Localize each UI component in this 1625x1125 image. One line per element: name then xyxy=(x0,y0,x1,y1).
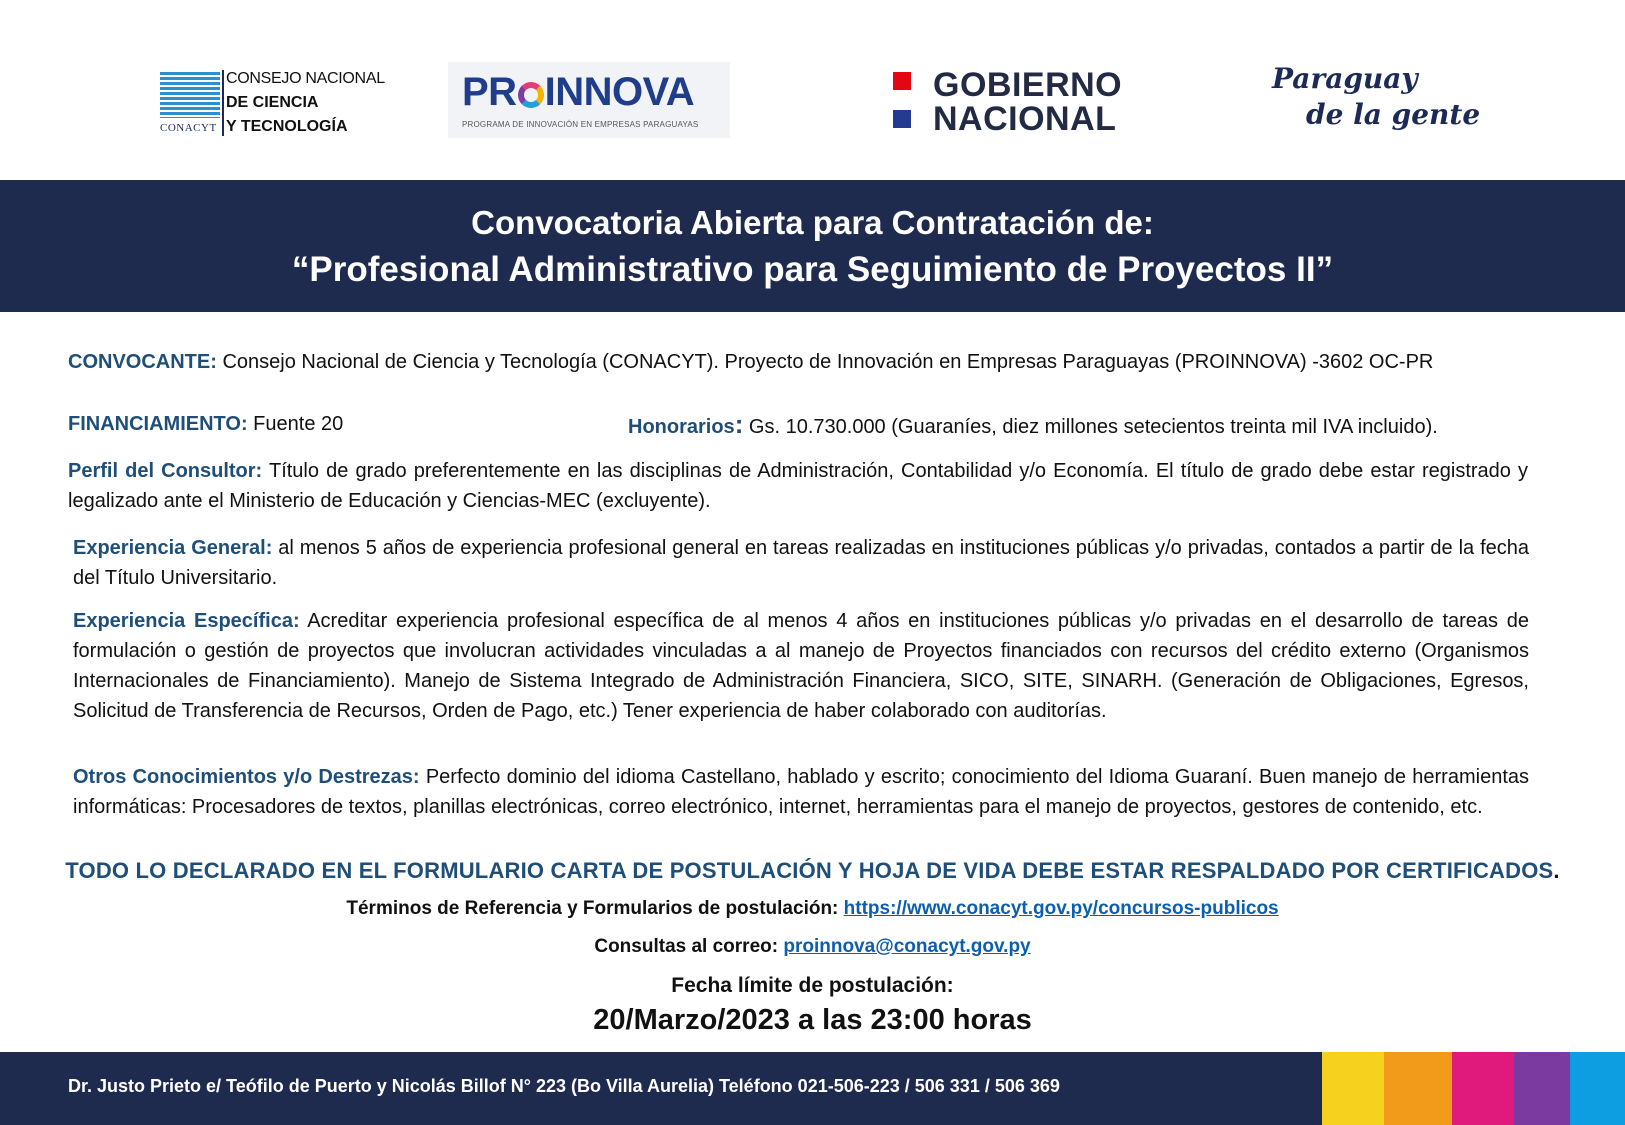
perfil-text: Título de grado preferentemente en las disciplinas de Administración, Contabilidad y/o Economía. El título de grado debe estar registrado y legalizado ante el Ministerio de Educación y Ciencias-MEC (excluyente). xyxy=(68,460,1529,512)
gobierno-line2: NACIONAL xyxy=(933,100,1117,138)
financiamiento-section xyxy=(68,409,343,439)
otros-label: Otros Conocimientos y/o Destrezas: xyxy=(73,766,420,788)
experiencia-general-section xyxy=(73,533,1529,593)
experiencia-especifica-label: Experiencia Específica: xyxy=(73,610,300,632)
proinnova-subtitle: PROGRAMA DE INNOVACIÓN EN EMPRESAS PARAGUAYAS xyxy=(462,120,699,129)
deadline-label: Fecha límite de postulación: xyxy=(671,974,954,997)
color-stripe-purple xyxy=(1514,1052,1570,1125)
financiamiento-label: FINANCIAMIENTO: xyxy=(68,413,248,435)
footer xyxy=(0,1052,1625,1125)
color-stripe-blue xyxy=(1570,1052,1625,1125)
notice-text: TODO LO DECLARADO EN EL FORMULARIO CARTA DE POSTULACIÓN Y HOJA DE VIDA DEBE ESTAR RESPALDADO POR CERTIFICADOS xyxy=(65,858,1554,883)
consultas-email-link[interactable]: proinnova@conacyt.gov.py xyxy=(783,936,1031,957)
proinnova-wordmark xyxy=(462,70,694,115)
paraguay-line1: Paraguay xyxy=(1272,62,1418,95)
blue-square-icon xyxy=(893,110,911,128)
color-stripe-yellow xyxy=(1322,1052,1384,1125)
conacyt-line3: Y TECNOLOGÍA xyxy=(226,118,348,135)
otros-text: Perfecto dominio del idioma Castellano, hablado y escrito; conocimiento del Idioma Guaraní. Buen manejo de herramientas informáticas: Procesadores de textos, planillas electrónicas, correo electrónico, internet, herramientas para el manejo de proyectos, gestores de contenido, etc. xyxy=(73,766,1529,818)
notice-end: . xyxy=(1553,858,1560,883)
certificados-notice xyxy=(0,858,1625,884)
title-line1: Convocatoria Abierta para Contratación de: xyxy=(471,204,1154,241)
terminos-label: Términos de Referencia y Formularios de postulación: xyxy=(346,898,839,919)
honorarios-label: Honorarios xyxy=(628,416,735,438)
honorarios-text: Gs. 10.730.000 (Guaraníes, diez millones setecientos treinta mil IVA incluido). xyxy=(743,416,1438,438)
conacyt-line1: CONSEJO NACIONAL xyxy=(226,70,385,87)
consultas-label: Consultas al correo: xyxy=(594,936,779,957)
perfil-section xyxy=(68,456,1528,516)
paraguay-de-la-gente-logo xyxy=(1272,62,1481,142)
honorarios-colon: : xyxy=(734,409,744,439)
footer-address: Dr. Justo Prieto e/ Teófilo de Puerto y Nicolás Billof N° 223 (Bo Villa Aurelia) Teléfono 021-506-223 / 506 331 / 506 369 xyxy=(68,1076,1060,1096)
red-square-icon xyxy=(893,72,911,90)
color-stripe-orange xyxy=(1384,1052,1452,1125)
proinnova-logo xyxy=(448,62,730,138)
conacyt-line2: DE CIENCIA xyxy=(226,94,319,111)
deadline-value: 20/Marzo/2023 a las 23:00 horas xyxy=(593,1004,1032,1036)
convocante-section xyxy=(68,347,1433,377)
conacyt-divider xyxy=(222,70,224,136)
conacyt-mark-text: CONACYT xyxy=(160,122,217,134)
conacyt-logo xyxy=(160,70,400,140)
title-line2: “Profesional Administrativo para Seguimiento de Proyectos II” xyxy=(291,250,1334,289)
experiencia-general-text: al menos 5 años de experiencia profesional general en tareas realizadas en instituciones públicas y/o privadas, contados a partir de la fecha del Título Universitario. xyxy=(73,537,1529,589)
honorarios-section xyxy=(628,409,1438,442)
header-logos xyxy=(0,0,1625,180)
terminos-link[interactable]: https://www.conacyt.gov.py/concursos-publicos xyxy=(843,898,1279,919)
terminos-line xyxy=(0,898,1625,920)
experiencia-general-label: Experiencia General: xyxy=(73,537,273,559)
convocante-label: CONVOCANTE: xyxy=(68,351,217,373)
paraguay-line2: de la gente xyxy=(1306,98,1481,131)
experiencia-especifica-text: Acreditar experiencia profesional específica de al menos 4 años en instituciones públicas y/o privadas en el desarrollo de tareas de formulación o gestión de proyectos que involucran actividades vinculadas a al manejo de Proyectos financiados con recursos del crédito externo (Organismos Internacionales de Financiamiento). Manejo de Sistema Integrado de Administración Financiera, SICO, SITE, SINARH. (Generación de Obligaciones, Egresos, Solicitud de Transferencia de Recursos, Orden de Pago, etc.) Tener experiencia de haber colaborado con auditorías. xyxy=(73,610,1529,722)
otros-conocimientos-section xyxy=(73,762,1529,822)
proinnova-ring-icon xyxy=(518,82,544,108)
perfil-label: Perfil del Consultor: xyxy=(68,460,263,482)
experiencia-especifica-section xyxy=(73,606,1529,726)
proinnova-name-pre: PR xyxy=(462,70,517,114)
gobierno-nacional-logo xyxy=(893,68,1153,138)
consultas-line xyxy=(0,936,1625,958)
convocante-text: Consejo Nacional de Ciencia y Tecnología (CONACYT). Proyecto de Innovación en Empresas Paraguayas (PROINNOVA) -3602 OC-PR xyxy=(216,351,1434,373)
gobierno-line1: GOBIERNO xyxy=(933,66,1123,104)
conacyt-stripes-icon xyxy=(160,72,220,118)
financiamiento-text: Fuente 20 xyxy=(247,413,344,435)
proinnova-name-post: INNOVA xyxy=(544,70,695,114)
color-stripe-magenta xyxy=(1452,1052,1514,1125)
title-band xyxy=(0,180,1625,312)
